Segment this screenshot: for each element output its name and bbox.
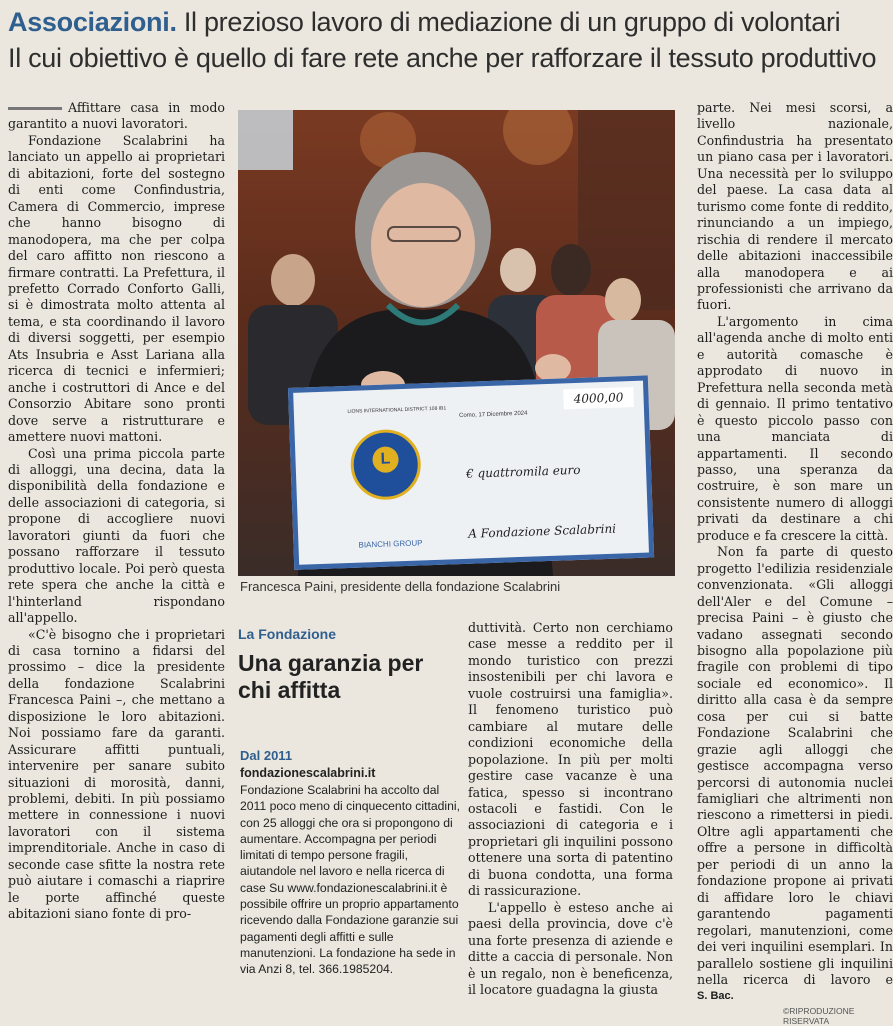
author-signature: S. Bac. [697,990,734,1002]
cheque [288,375,654,569]
article-paragraph: duttività. Certo non cerchiamo case messe a reddito per il mondo turistico con prezzi insostenibili per chi lavora e vuole costruirsi una famiglia». Il fenomeno turistico può cambiare al mutare delle condizioni economiche della popolazione. In più per molti gestire case vacanze è una fatica, spesso si incontrano ostacoli e fastidi. Con le associazioni di categoria e i proprietari gli inquilini possono ottenere una sorta di patentino di buona condotta, una forma di rassicurazione. [468,620,673,899]
article-paragraph: Così una prima piccola parte di alloggi, una decina, data la disponibilità della fondazione e delle associazioni di categoria, si propone di accogliere nuovi lavoratori giunti da fuori che possano rafforzare il tessuto produttivo locale. Poi però questa rete spera che anche la città e l'hinterland rispondano all'appello. [8,445,225,626]
article-paragraph: Fondazione Scalabrini ha lanciato un appello ai proprietari di abitazioni, forte del sostegno di enti come Confindustria, Camera di Commercio, imprese che hanno bisogno di manodopera, ma che per colpa del caro affitto non riescono a firmare contratti. La Prefettura, il prefetto Corrado Conforto Galli, si è dimostrata molto attenta al tema, e sta coordinando il lavoro di diversi soggetti, per esempio Ats Insubria e Asst Lariana alla ricerca di tecnici e infermieri; anche i costruttori di Ance e del Consorzio Abitare sono pronti dove serve a ristrutturare e amettere nuovi mattoni. [8,132,225,445]
sidebox-title: Una garanzia per chi affitta [238,650,424,703]
article-paragraph: L'appello è esteso anche ai paesi della provincia, dove c'è una forte presenza di aziende e ditte a caccia di personale. Non è un regalo, non è beneficenza, il locatore guadagna la giusta [468,899,673,997]
cheque-date: Como, 17 Dicembre 2024 [458,410,528,420]
article-lead: Affittare casa in modo garantito a nuovi lavoratori. [8,100,225,132]
sidebox-kicker: La Fondazione [238,626,336,642]
sidebox-body: Fondazione Scalabrini ha accolto dal 2011 poco meno di cinquecento cittadini, con 25 alloggi che ora si propongono di aumentare. Accompagna per periodi limitati di tempo persone fragili, aiutandole nel lavoro e nella ricerca di case Su www.fondazionescalabrini.it è possibile offrire un proprio appartamento ricevendo dalla Fondazione garanzie sui pagamenti degli affitti e sulle manutenzioni. La fondazione ha sede in via Anzi 8, tel. 366.1985204. [240,783,460,977]
article-paragraph: parte. Nei mesi scorsi, a livello nazionale, Confindustria ha presentato un piano casa per i lavoratori. Una necessità per lo sviluppo del paese. La casa data al turismo come fonte di reddito, rinunciando a un impiego, rischia di rendere il mercato delle abitazioni inaccessibile alla manodopera e ai professionisti che arrivano da fuori. [697,100,893,313]
lead-marker [8,107,62,110]
article-photo [238,110,675,576]
headline-kicker: Associazioni. [8,7,177,37]
article-column-4 [697,100,893,990]
sidebox-url: fondazionescalabrini.it [240,766,376,780]
article-paragraph: Non fa parte di questo progetto l'edilizia residenziale convenzionata. «Gli alloggi dell'Aler e del Comune – precisa Paini – è giusto che vadano assegnati secondo bisogno alla popolazione più fragile con problemi di tipo sociale ed economico». Il diritto alla casa è da sempre cosa per cui si batte Fondazione Scalabrini che grazie agli alloggi che gestisce accompagna verso percorsi di autonomia nuclei famigliari che altrimenti non riescono a rimettersi in piedi. Oltre agli appartamenti che offre a persone in difficoltà per periodi di un anno la fondazione propone ai privati di affidare loro le chiavi garantendo pagamenti regolari, manutenzioni, come dei veri inquilini esemplari. In parallelo sostiene gli inquilini nella ricerca di lavoro e [697,544,893,988]
copyright-notice: ©RIPRODUZIONE RISERVATA [783,1006,855,1026]
lions-emblem-icon [350,428,422,500]
photo-caption: Francesca Paini, presidente della fondazione Scalabrini [240,579,561,594]
lions-emblem-letter: L [372,446,399,473]
cheque-club: LIONS INTERNATIONAL DISTRICT 108 IB1 [347,405,447,415]
sidebox-subtitle: Dal 2011 [240,748,293,763]
headline-title: Il prezioso lavoro di mediazione di un gruppo di volontari [183,7,841,37]
article-paragraph: «C'è bisogno che i proprietari di casa tornino a fidarsi del prossimo – dice la presidente della fondazione Scalabrini Francesca Paini –, che mettano a disposizione le loro abitazioni. Noi possiamo fare da garanti. Assicurare affitti puntuali, intervenire per sanare subito situazioni di morosità, danni, problemi, debiti. In più possiamo mettere in connessione i nuovi lavoratori con il sistema imprenditoriale. Anche in caso di seconde case sfitte la nostra rete può aiutare i comaschi a riaprire le porte affinché queste abitazioni siano fonte di pro- [8,626,225,922]
cheque-sponsor: BIANCHI GROUP [358,538,423,550]
headline-line2: Il cui obiettivo è quello di fare rete anche per rafforzare il tessuto produttivo [8,43,877,73]
cheque-amount: 4000,00 [563,387,634,409]
article-column-1 [8,100,225,1022]
cheque-payee: A Fondazione Scalabrini [467,521,617,541]
headline-line1 [8,6,840,39]
cheque-words: € quattromila euro [465,462,581,481]
article-column-3 [468,620,673,1020]
article-paragraph: L'argomento in cima all'agenda anche di molto enti e autorità comasche è approdato di nuovo in Prefettura nella seconda metà di gennaio. Il primo tentativo è questo piccolo passo con una manciata di appartamenti. Il secondo passo, una speranza da costruire, è son mare un consistente numero di alloggi privati da destinare a chi produce e fa crescere la città. [697,313,893,543]
